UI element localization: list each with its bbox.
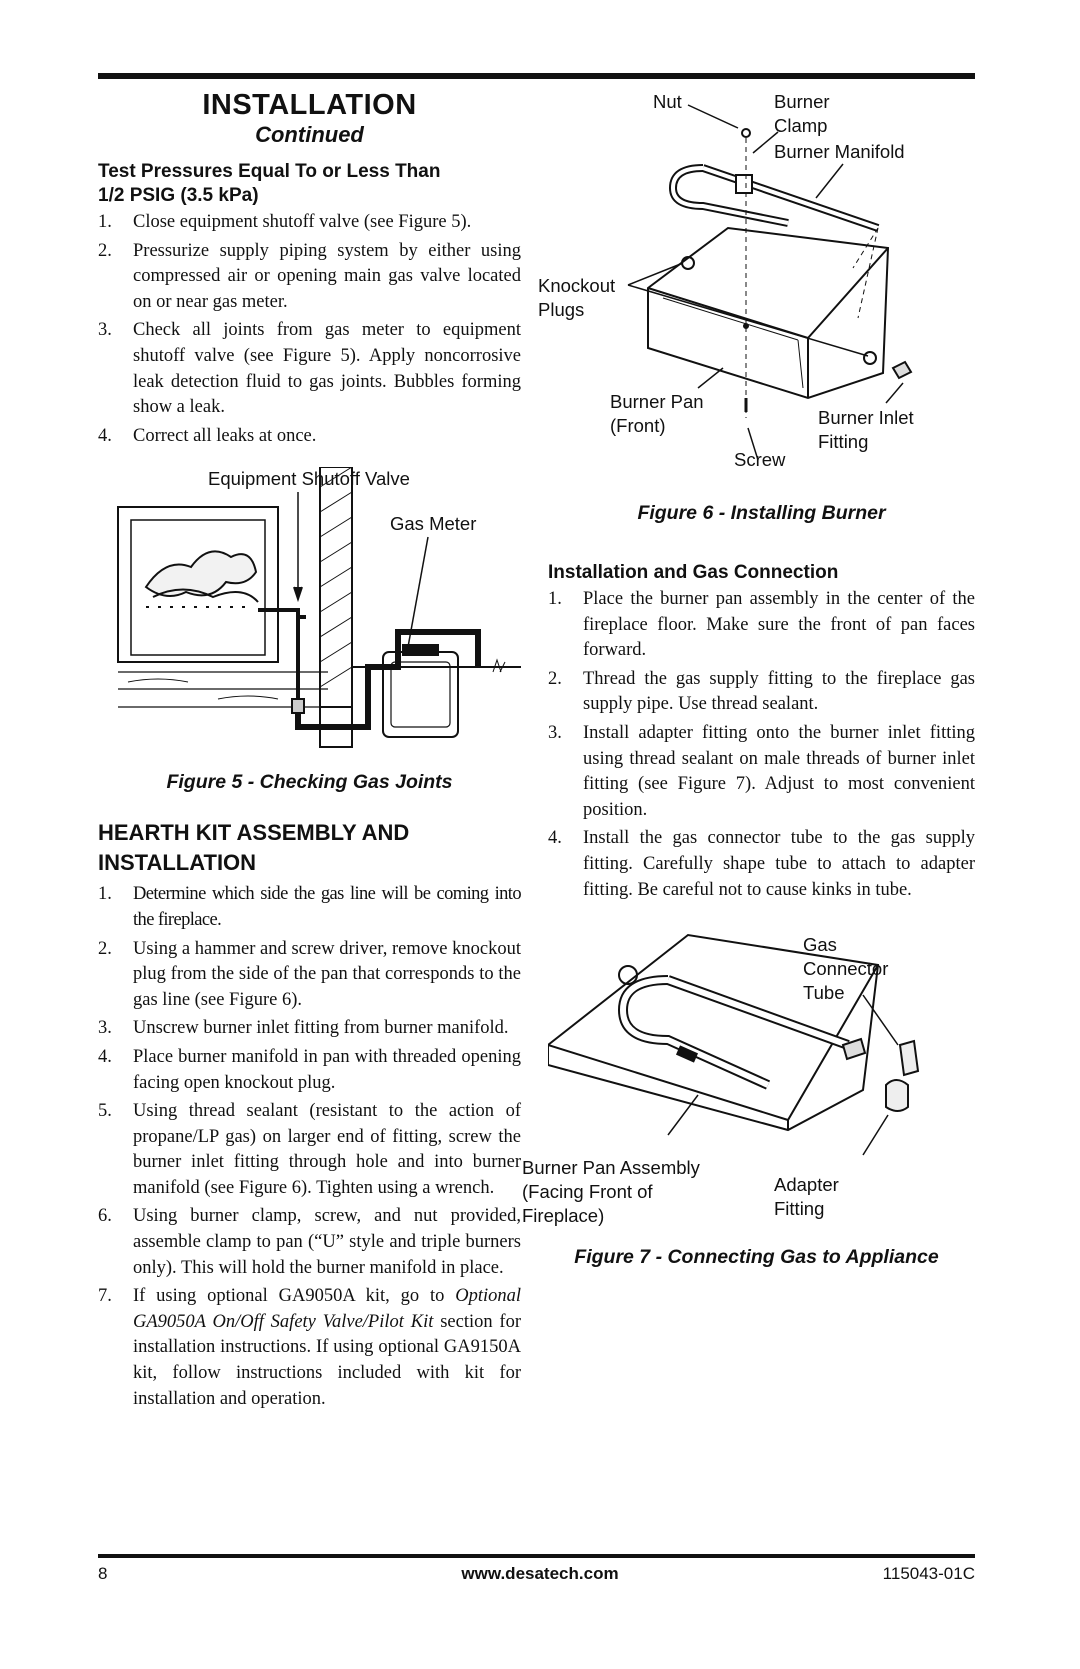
hearth-kit-heading [98,818,521,878]
list-item [98,424,521,450]
test-pressures-steps [98,210,521,449]
list-item [98,1099,521,1201]
figure-7 [522,925,975,1240]
list-item [548,667,975,718]
step-number: 4. [98,1046,112,1067]
label-burner-pan-front [610,390,704,438]
label-knockout-line1: Knockout [538,275,616,296]
step-text: Check all joints from gas meter to equipment shutoff valve (see Figure 5). Apply noncorrosive leak detection fluid to gas joints. Bubbles forming show a leak. [133,320,521,418]
hearth-kit-steps [98,882,521,1412]
step-number: 4. [98,425,112,446]
step-number: 7. [98,1286,112,1307]
label-nut: Nut [653,91,682,112]
label-gas-line1: Gas [803,934,837,956]
test-pressures-heading [98,160,521,208]
label-adapter-line2: Fitting [774,1198,825,1220]
step-number: 1. [548,589,562,609]
label-adapter-line1: Adapter [774,1174,839,1196]
step-number: 2. [98,938,112,959]
list-item [548,826,975,903]
step-number: 2. [98,240,112,261]
label-gas-connector-tube [803,933,888,1005]
label-burner-clamp-line2: Clamp [774,115,828,136]
step-text: Place the burner pan assembly in the center of the fireplace floor. Make sure the front of pan faces forward. [583,589,975,661]
list-item [548,721,975,823]
label-burner-clamp [774,90,830,138]
list-item [548,587,975,664]
step-text: Thread the gas supply fitting to the fireplace gas supply pipe. Use thread sealant. [583,668,975,715]
step-text: Unscrew burner inlet fitting from burner manifold. [133,1018,509,1039]
bottom-rule [98,1554,975,1558]
label-gas-line3: Tube [803,982,845,1004]
figure-6-caption: Figure 6 - Installing Burner [637,502,886,524]
page-number: 8 [98,1564,108,1583]
document-code: 115043-01C [882,1564,975,1583]
step-text: Using burner clamp, screw, and nut provided, assemble clamp to pan (“U” style and triple burners only). This will hold the burner manifold in place. [133,1206,521,1278]
test-pressures-heading-line1: Test Pressures Equal To or Less Than [98,161,441,182]
footer-url: www.desatech.com [461,1564,619,1583]
step-number: 2. [548,668,562,689]
gas-joints-illustration [98,467,521,757]
step-number: 1. [98,212,112,232]
step-number: 5. [98,1101,112,1122]
step7-section-reference: Optional GA9050A On/Off Safety Valve/Pilot Kit [133,1286,521,1332]
label-equipment-shutoff-valve: Equipment Shutoff Valve [208,468,410,490]
label-burner-manifold: Burner Manifold [774,141,905,162]
test-pressures-heading-line2: 1/2 PSIG (3.5 kPa) [98,185,259,206]
label-knockout-line2: Plugs [538,299,585,320]
label-burner-pan-assembly [522,1156,700,1228]
label-knockout-plugs [538,274,615,322]
step7-text-end: section for installation instructions. If using optional GA9150A kit, follow instructions included with kit for installation and operation. [133,1311,521,1409]
step-number: 3. [548,722,562,743]
figure-7-caption: Figure 7 - Connecting Gas to Appliance [574,1246,939,1269]
figure-5 [98,467,521,757]
hearth-kit-heading-line1: HEARTH KIT ASSEMBLY AND [98,820,410,846]
step-text: Close equipment shutoff valve (see Figure 5). [133,212,472,232]
list-item [98,1204,521,1281]
hearth-kit-heading-line2: INSTALLATION [98,850,257,876]
step-text: Pressurize supply piping system by either using compressed air or opening main gas valve located on or near gas meter. [133,240,521,312]
label-screw: Screw [734,449,786,470]
step-text: Using thread sealant (resistant to the action of propane/LP gas) on larger end of fitting, screw the burner inlet fitting through hole and into burner manifold (see Figure 6). Tighten using a wrench. [133,1101,521,1198]
step-number: 3. [98,1018,112,1039]
label-adapter-fitting [774,1173,839,1221]
label-assembly-line1: Burner Pan Assembly [522,1157,700,1179]
label-burner-pan-line1: Burner Pan [610,391,704,412]
label-inlet-line2: Fitting [818,431,869,452]
list-item [98,1016,521,1042]
list-item [98,937,521,1014]
step-number: 6. [98,1206,112,1227]
step-text: Correct all leaks at once. [133,425,317,446]
list-item [98,318,521,420]
figure-5-caption: Figure 5 - Checking Gas Joints [166,771,453,794]
label-gas-line2: Connector [803,958,889,980]
step-number: 1. [98,884,112,905]
top-rule [98,73,975,79]
step-number: 3. [98,320,112,341]
label-burner-clamp-line1: Burner [774,91,830,112]
label-burner-inlet-fitting [818,406,914,454]
list-item [98,882,521,933]
step-text: Place burner manifold in pan with threaded opening facing open knockout plug. [133,1046,521,1093]
label-inlet-line1: Burner Inlet [818,407,914,428]
label-gas-meter: Gas Meter [390,513,477,535]
label-burner-pan-line2: (Front) [610,415,666,436]
step-number: 4. [548,828,562,849]
step-text: Install adapter fitting onto the burner inlet fitting using thread sealant on male threads of burner inlet fitting (see Figure 7). Adjust to most convenient position. [583,722,975,820]
step-text [133,1284,521,1412]
list-item [98,210,521,236]
figure-6 [538,88,975,488]
left-column [98,88,521,1415]
list-item [98,239,521,316]
right-column [522,88,975,1269]
gas-connection-heading: Installation and Gas Connection [548,562,839,583]
list-item [98,1284,521,1412]
page-title: INSTALLATION [202,89,417,121]
step-text: Install the gas connector tube to the gas supply fitting. Carefully shape tube to attach to adapter fitting. Be careful not to cause kinks in tube. [583,828,975,900]
step-text: Determine which side the gas line will be coming into the fireplace. [133,884,521,930]
step7-text-start: If using optional GA9050A kit, go to [133,1286,456,1307]
page-subtitle: Continued [255,122,364,147]
label-assembly-line2: (Facing Front of [522,1181,653,1203]
step-text: Using a hammer and screw driver, remove knockout plug from the side of the pan that corresponds to the gas line (see Figure 6). [133,938,521,1010]
gas-connection-steps [548,587,975,903]
list-item [98,1045,521,1096]
label-assembly-line3: Fireplace) [522,1205,605,1227]
